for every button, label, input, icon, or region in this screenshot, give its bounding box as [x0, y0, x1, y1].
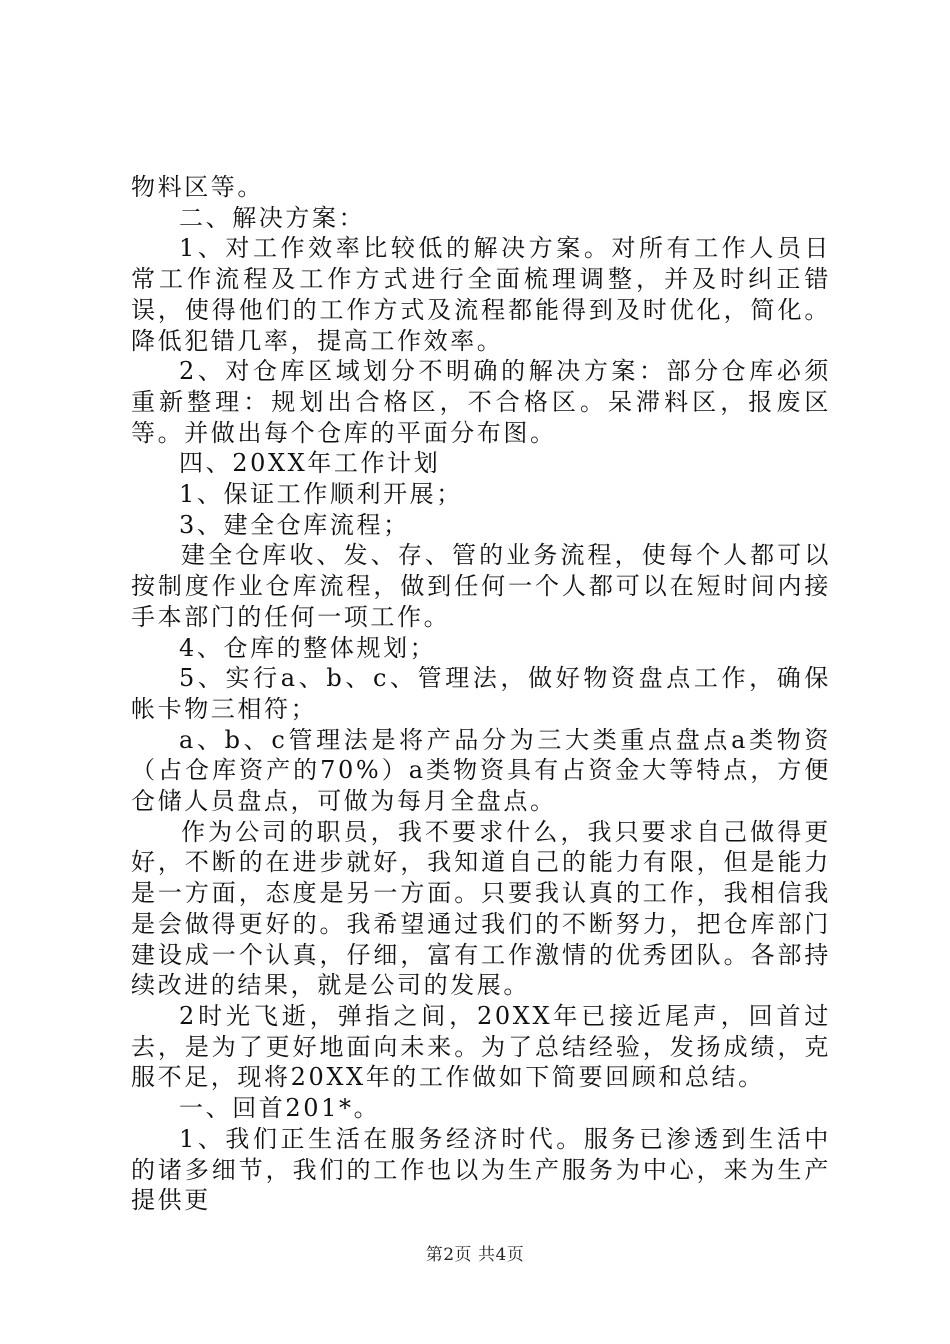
page-number-footer: 第2页 共4页 — [425, 1245, 525, 1265]
document-body — [131, 172, 831, 1216]
paragraph-1: 物料区等。 — [131, 173, 264, 201]
paragraph-7: 3、建全仓库流程； — [179, 510, 410, 539]
paragraph-14: 一、回首201*。 — [179, 1094, 381, 1123]
paragraph-5: 四、20XX年工作计划 — [179, 449, 441, 478]
paragraph-2: 二、解决方案： — [179, 203, 366, 232]
paragraph-6: 1、保证工作顺利开展； — [179, 480, 463, 509]
paragraph-12: 作为公司的职员，我不要求什么，我只要求自己做得更好，不断的在进步就好，我知道自己的能力有限，但是能力是一方面，态度是另一方面。只要我认真的工作，我相信我是会做得更好的。我希望通过我们的不断努力，把仓库部门建设成一个认真，仔细，富有工作激情的优秀团队。各部持续改进的结果，就是公司的发展。 — [131, 817, 831, 1000]
paragraph-10: 5、实行a、b、c、管理法，做好物资盘点工作，确保帐卡物三相符； — [131, 664, 831, 723]
paragraph-11: a、b、c管理法是将产品分为三大类重点盘点a类物资（占仓库资产的70%）a类物资具有占资金大等特点，方便仓储人员盘点，可做为每月全盘点。 — [131, 725, 831, 816]
paragraph-15: 1、我们正生活在服务经济时代。服务已渗透到生活中的诸多细节，我们的工作也以为生产服务为中心，来为生产提供更 — [131, 1124, 831, 1215]
paragraph-3: 1、对工作效率比较低的解决方案。对所有工作人员日常工作流程及工作方式进行全面梳理调整，并及时纠正错误，使得他们的工作方式及流程都能得到及时优化，简化。降低犯错几率，提高工作效率。 — [131, 234, 831, 355]
paragraph-8: 建全仓库收、发、存、管的业务流程，使每个人都可以按制度作业仓库流程，做到任何一个人都可以在短时间内接手本部门的任何一项工作。 — [131, 541, 831, 631]
paragraph-9: 4、仓库的整体规划； — [179, 633, 437, 662]
paragraph-13: 2时光飞逝，弹指之间，20XX年已接近尾声，回首过去，是为了更好地面向未来。为了总结经验，发扬成绩，克服不足，现将20XX年的工作做如下简要回顾和总结。 — [131, 1001, 831, 1092]
paragraph-4: 2、对仓库区域划分不明确的解决方案：部分仓库必须重新整理：规划出合格区，不合格区。呆滞料区，报废区等。并做出每个仓库的平面分布图。 — [131, 357, 831, 447]
